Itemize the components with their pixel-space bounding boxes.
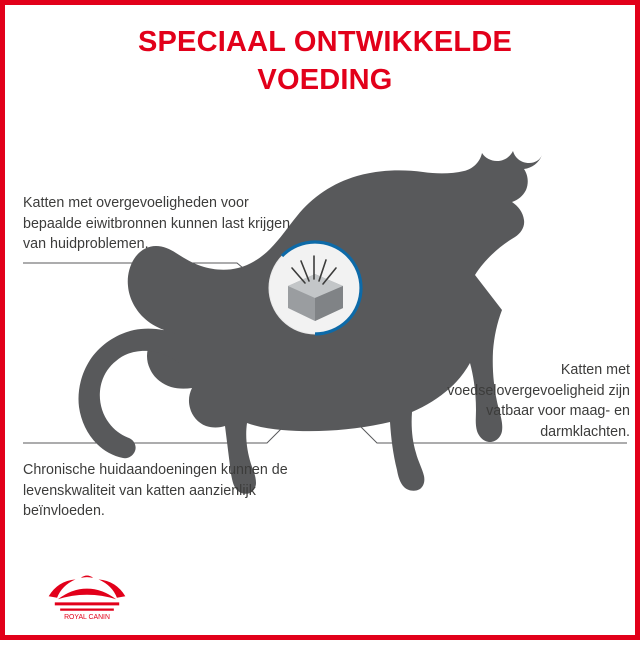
- callout-top-left: Katten met overgevoeligheden voor bepaalde eiwitbronnen kunnen last krijgen van huidproblemen.: [23, 195, 291, 253]
- callout-right: Katten met voedselovergevoeligheid zijn vatbaar voor maag- en darmklachten.: [447, 362, 630, 441]
- cat-tail-shape: [78, 329, 179, 459]
- royal-canin-logo: [41, 573, 133, 621]
- logo-wordmark: ROYAL CANIN: [64, 614, 110, 621]
- callout-bottom-left: Chronische huidaandoeningen kunnen de levenskwaliteit van katten aanzienlijk beïnvloeden.: [23, 462, 288, 520]
- cat-silhouette-illustration: [5, 5, 640, 645]
- page-title-line-2: VOEDING: [257, 64, 393, 97]
- illustration-stage: [5, 5, 640, 645]
- page-title-line-1: SPECIAAL ONTWIKKELDE: [137, 26, 513, 58]
- skin-hair-follicle-illustration: [269, 242, 361, 334]
